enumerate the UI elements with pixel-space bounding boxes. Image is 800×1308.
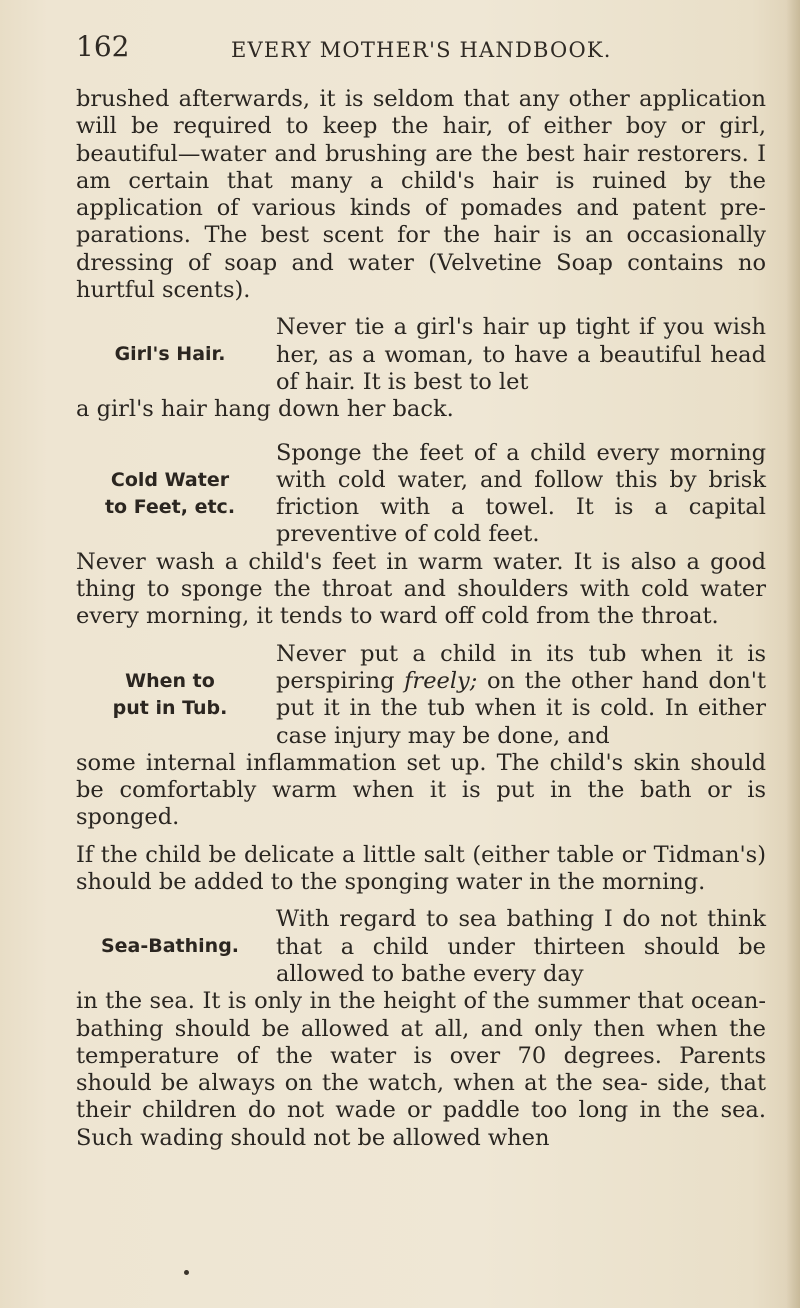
cold-water-continuation: Never wash a child's feet in warm water. It is also a good thing to sponge the throat and shoulders with cold water every morning, it tends to ward off cold from the throat. [76,548,766,630]
running-head: EVERY MOTHER'S HANDBOOK. [231,38,612,62]
tub-continuation: some internal inflammation set up. The child's skin should be comfortably warm when it is put in the bath or is sponged. [76,749,766,831]
tub-lead [276,641,766,750]
intro-paragraph: brushed afterwards, it is seldom that any other application will be required to keep the hair, of either boy or girl, beautiful—water and brushing are the best hair restorers. I am certain that many a child's hair is ruined by the application of various kinds of pomades and patent pre- parations. The best scent for the hair is an occasionally dressing of soap and water (Velvetine Soap contains no hurtful scents). [76,86,766,304]
side-heading-tub [76,641,276,723]
page-edge-shadow [786,0,800,1308]
side-heading-line: to Feet, etc. [104,495,236,518]
ink-dot [184,1270,189,1275]
side-heading-sea-bathing [76,906,276,960]
tub-lead-part-a: Never put a child in its tub when it is perspiring [276,640,766,694]
sea-bathing-lead: With regard to sea bathing I do not think that a child under thirteen should be allowed to bathe every day [276,906,766,987]
section-cold-water [76,440,766,549]
delicate-paragraph: If the child be delicate a little salt (either table or Tidman's) should be added to the sponging water in the morning. [76,841,766,896]
sea-bathing-continuation: in the sea. It is only in the height of the summer that ocean-bathing should be allowed at all, and only then when the temperature of the water is over 70 degrees. Parents should be always on the watch, when at the sea- side, that their children do not wade or paddle too long in the sea. Such wading should not be allowed when [76,988,766,1151]
page-header [76,30,766,70]
tub-lead-emphasis: freely; [404,667,478,694]
side-heading-cold-water [76,440,276,522]
side-heading-girls-hair [76,314,276,368]
cold-water-lead: Sponge the feet of a child every morning with cold water, and follow this by brisk friction with a towel. It is a capital preventive of cold feet. [276,439,766,548]
section-girls-hair [76,314,766,396]
side-heading-line: put in Tub. [112,696,228,719]
girls-hair-lead: Never tie a girl's hair up tight if you wish her, as a woman, to have a beautiful head of hair. It is best to let [276,314,766,395]
side-heading-line: Girl's Hair. [114,343,226,366]
section-sea-bathing [76,906,766,988]
girls-hair-continuation: a girl's hair hang down her back. [76,396,454,423]
page-body [76,86,766,1152]
section-when-to-put-in-tub [76,641,766,750]
page-number: 162 [76,30,130,63]
side-heading-line: Sea-Bathing. [100,935,240,958]
tub-lead-part-b: on the other hand don't put it in the tub when it is cold. In either case injury may be done, and [276,667,766,749]
side-heading-line: When to [125,669,215,692]
side-heading-line: Cold Water [110,468,230,491]
